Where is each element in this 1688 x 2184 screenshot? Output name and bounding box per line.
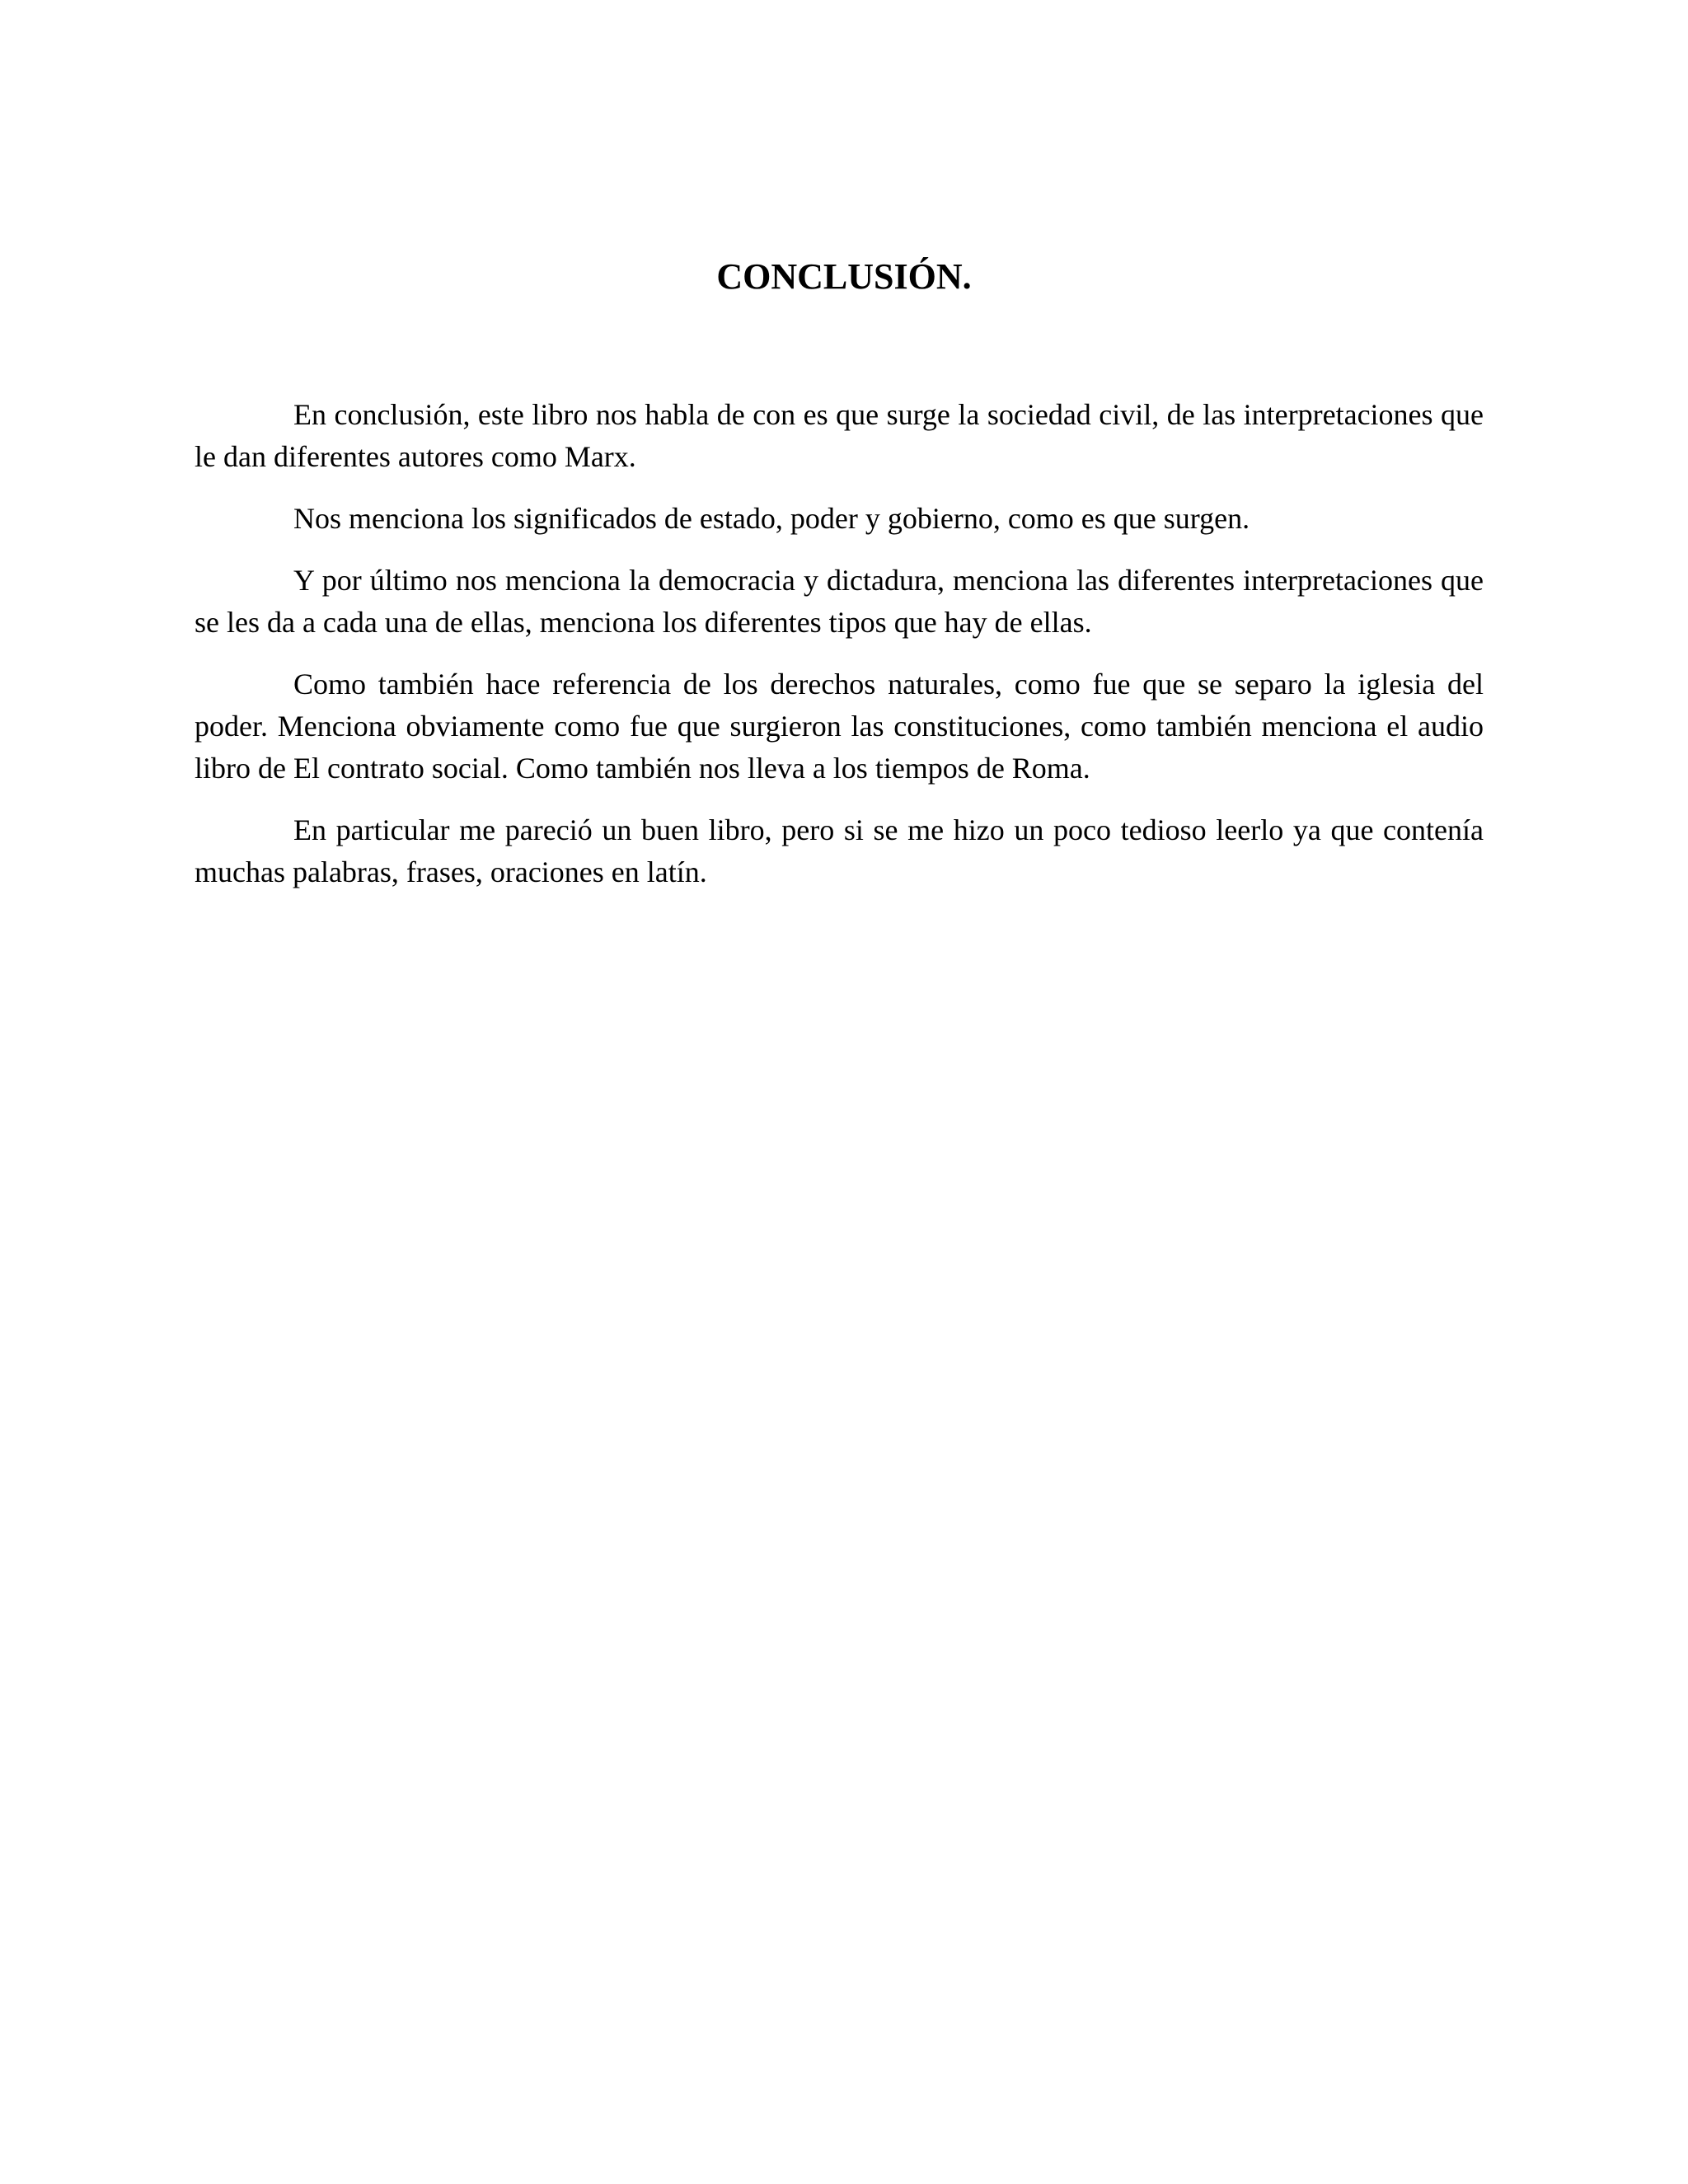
paragraph-2: Nos menciona los significados de estado, poder y gobierno, como es que surgen.: [293, 502, 1250, 535]
paragraph-4: Como también hace referencia de los derechos naturales, como fue que se separo la iglesia del poder. Menciona obviamente como fue que surgieron las constituciones, como también menciona el audio libro de El contrato social. Como también nos lleva a los tiempos de Roma.: [195, 668, 1484, 785]
paragraph-5: En particular me pareció un buen libro, pero si se me hizo un poco tedioso leerlo ya que contenía muchas palabras, frases, oraciones en latín.: [195, 813, 1484, 888]
paragraph-3: Y por último nos menciona la democracia y dictadura, menciona las diferentes interpretaciones que se les da a cada una de ellas, menciona los diferentes tipos que hay de ellas.: [195, 564, 1484, 639]
page-title: CONCLUSIÓN.: [716, 256, 972, 297]
paragraph-1: En conclusión, este libro nos habla de con es que surge la sociedad civil, de las interpretaciones que le dan diferentes autores como Marx.: [195, 398, 1484, 473]
body-text: [195, 394, 1484, 913]
